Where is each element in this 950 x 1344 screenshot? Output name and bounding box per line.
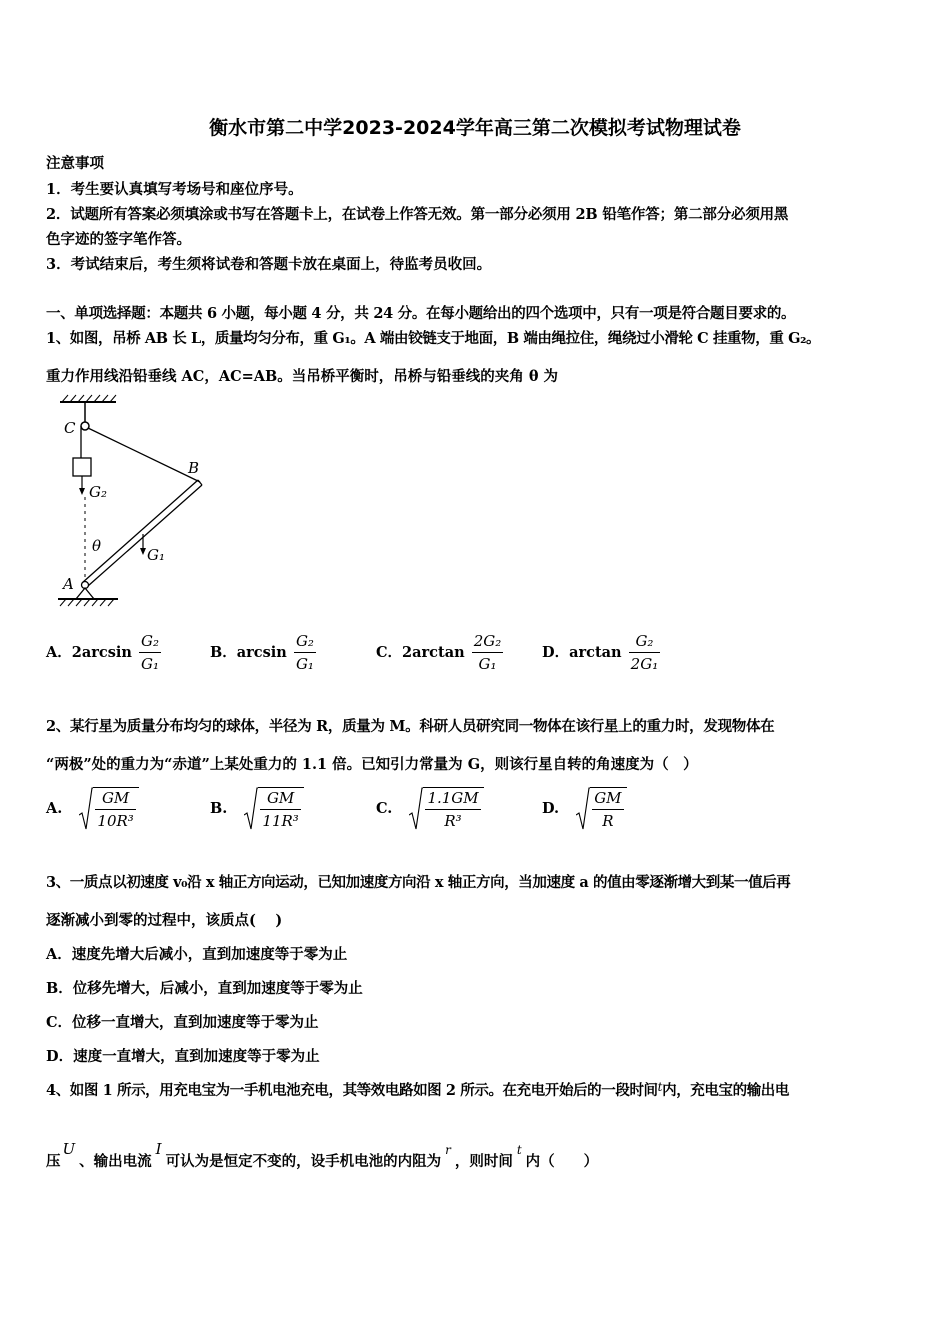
q4-line1b: 内，充电宝的输出电 xyxy=(662,1082,790,1099)
q1-option-d[interactable] xyxy=(542,632,660,673)
q2-option-b-sqrt: $\frac{GM}{\text{11R³}}$ xyxy=(244,787,303,830)
q2-option-c[interactable] xyxy=(376,787,484,830)
q3-option-c[interactable]: C．位移一直增大，直到加速度等于零为止 xyxy=(46,1014,319,1031)
label-theta: θ xyxy=(92,537,102,555)
q4-var-r: r xyxy=(445,1143,451,1157)
label-a: A xyxy=(63,575,74,593)
q1-option-b-frac: $\frac{\text{G₂}}{\text{G₁}}$ xyxy=(295,632,314,673)
q1-option-b-label: B．arcsin xyxy=(210,644,287,661)
q1-option-a-label: A．2arcsin xyxy=(46,644,132,661)
q2-option-b-label: B. xyxy=(210,800,228,817)
q1-option-a[interactable] xyxy=(46,632,161,673)
q4-p5: 内（ ） xyxy=(525,1153,599,1170)
notice-item-2: 2．试题所有答案必须填涂或书写在答题卡上，在试卷上作答无效。第一部分必须用 2B 铅笔作答；第二部分必须用黑 xyxy=(46,206,789,223)
q2-option-a-label: A. xyxy=(46,800,63,817)
q4-var-t2: t xyxy=(516,1143,522,1157)
q2-option-d-label: D. xyxy=(542,800,560,817)
q4-var-i: I xyxy=(155,1140,162,1158)
q3-text-line1: 3、一质点以初速度 v₀沿 x 轴正方向运动，已知加速度方向沿 x 轴正方向，当加速度 a 的值由零逐渐增大到某一值后再 xyxy=(46,874,791,891)
notice-item-3: 3．考试结束后，考生须将试卷和答题卡放在桌面上，待监考员收回。 xyxy=(46,256,492,273)
q2-option-c-label: C. xyxy=(376,800,393,817)
label-g1: G₁ xyxy=(147,546,165,564)
q1-text-line1: 1、如图，吊桥 AB 长 L，质量均匀分布，重 G₁。A 端由铰链支于地面，B 端由绳拉住，绳绕过小滑轮 C 挂重物，重 G₂。 xyxy=(46,330,821,347)
q1-option-b[interactable] xyxy=(210,632,316,673)
label-g2: G₂ xyxy=(89,483,107,501)
q1-option-c[interactable] xyxy=(376,632,503,673)
label-c: C xyxy=(64,419,76,437)
q4-text-line1 xyxy=(46,1079,789,1100)
q4-p1: 压 xyxy=(46,1153,61,1170)
label-b: B xyxy=(188,459,200,477)
q4-text-line2 xyxy=(46,1140,598,1171)
notice-item-1: 1．考生要认真填写考场号和座位序号。 xyxy=(46,181,303,198)
q3-option-a[interactable]: A．速度先增大后减小，直到加速度等于零为止 xyxy=(46,946,348,963)
q3-text-line2: 逐渐减小到零的过程中，该质点( ) xyxy=(46,912,283,929)
q3-option-d[interactable]: D．速度一直增大，直到加速度等于零为止 xyxy=(46,1048,320,1065)
q1-option-c-label: C．2arctan xyxy=(376,644,465,661)
q4-var-u: U xyxy=(62,1140,76,1158)
q4-var-t: t xyxy=(657,1080,663,1094)
pulley-c xyxy=(81,422,89,430)
q1-option-d-frac: $\frac{\text{G₂}}{\text{2G₁}}$ xyxy=(630,632,659,673)
q2-option-d-sqrt: $\frac{GM}{R}$ xyxy=(576,787,626,830)
page-title: 衡水市第二中学2023-2024学年高三第二次模拟考试物理试卷 xyxy=(209,117,741,139)
q2-text-line1: 2、某行星为质量分布均匀的球体，半径为 R，质量为 M。科研人员研究同一物体在该行星上的重力时，发现物体在 xyxy=(46,718,775,735)
q4-p3: 可认为是恒定不变的，设手机电池的内阻为 xyxy=(165,1153,442,1170)
q1-figure xyxy=(48,392,218,617)
q2-option-d[interactable] xyxy=(542,787,627,830)
q1-option-c-frac: $\frac{\text{2G₂}}{\text{G₁}}$ xyxy=(473,632,502,673)
q2-option-a-sqrt: $\frac{GM}{\text{10R³}}$ xyxy=(79,787,138,830)
weight-g2 xyxy=(73,458,91,476)
q1-option-a-frac: $\frac{\text{G₂}}{\text{G₁}}$ xyxy=(141,632,160,673)
q2-text-line2: “两极”处的重力为“赤道”上某处重力的 1.1 倍。已知引力常量为 G，则该行星自转的角速度为（ ） xyxy=(46,756,698,773)
q2-option-c-sqrt: $\frac{1.1GM}{\text{R³}}$ xyxy=(409,787,483,830)
q1-text-line2: 重力作用线沿铅垂线 AC，AC=AB。当吊桥平衡时，吊桥与铅垂线的夹角 θ 为 xyxy=(46,368,559,385)
q4-p4: ，则时间 xyxy=(454,1153,513,1170)
q4-line1a: 4、如图 1 所示，用充电宝为一手机电池充电，其等效电路如图 2 所示。在充电开始后的一段时间 xyxy=(46,1082,658,1099)
q2-option-b[interactable] xyxy=(210,787,304,830)
q1-option-d-label: D．arctan xyxy=(542,644,622,661)
q3-option-b[interactable]: B．位移先增大，后减小，直到加速度等于零为止 xyxy=(46,980,363,997)
section-1-heading: 一、单项选择题：本题共 6 小题，每小题 4 分，共 24 分。在每小题给出的四个选项中，只有一项是符合题目要求的。 xyxy=(46,305,796,322)
notice-item-2-cont: 色字迹的签字笔作答。 xyxy=(46,231,191,248)
q4-p2: 、输出电流 xyxy=(79,1153,152,1170)
q2-option-a[interactable] xyxy=(46,787,139,830)
notice-heading: 注意事项 xyxy=(46,155,104,172)
